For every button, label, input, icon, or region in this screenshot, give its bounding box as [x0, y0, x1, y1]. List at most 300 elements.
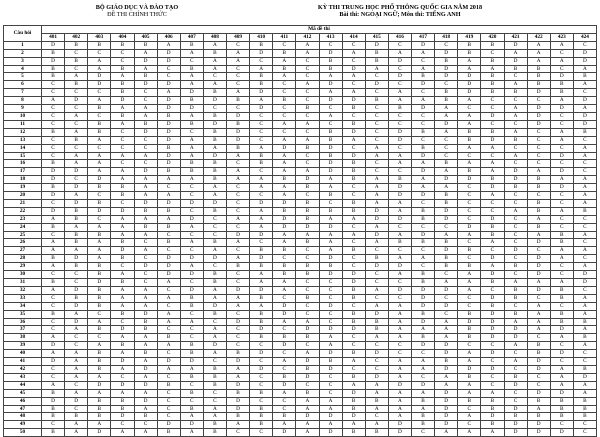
table-row [4, 279, 597, 287]
answer-cell: B [273, 373, 296, 381]
answer-cell: A [458, 112, 481, 120]
answer-cell: D [412, 381, 435, 389]
answer-cell: A [319, 89, 342, 97]
answer-cell: D [319, 255, 342, 263]
answer-cell: C [481, 358, 504, 366]
answer-cell: B [42, 413, 65, 421]
answer-cell: A [273, 389, 296, 397]
question-number: 37 [4, 326, 42, 334]
answer-cell: B [65, 81, 88, 89]
table-row [4, 286, 597, 294]
answer-cell: D [157, 421, 180, 429]
answer-cell: B [180, 65, 203, 73]
answer-cell: C [296, 310, 319, 318]
answer-cell: A [111, 334, 134, 342]
answer-cell: A [88, 152, 111, 160]
answer-cell: B [180, 41, 203, 49]
answer-cell: D [412, 105, 435, 113]
table-row [4, 223, 597, 231]
answer-cell: D [365, 81, 388, 89]
answer-cell: B [481, 57, 504, 65]
question-number: 1 [4, 41, 42, 49]
answer-cell: D [250, 89, 273, 97]
answer-cell: C [42, 144, 65, 152]
answer-cell: D [180, 215, 203, 223]
answer-cell: B [227, 263, 250, 271]
table-row [4, 373, 597, 381]
answer-cell: A [550, 334, 573, 342]
answer-cell: C [319, 41, 342, 49]
question-number: 42 [4, 365, 42, 373]
answer-cell: A [296, 421, 319, 429]
answer-cell: A [134, 231, 157, 239]
answer-cell: C [273, 350, 296, 358]
answer-cell: A [342, 231, 365, 239]
table-row [4, 199, 597, 207]
answer-cell: C [573, 421, 596, 429]
answer-cell: C [296, 381, 319, 389]
answer-cell: B [250, 413, 273, 421]
answer-cell: A [65, 112, 88, 120]
answer-cell: D [250, 286, 273, 294]
answer-cell: D [319, 49, 342, 57]
answer-cell: C [157, 373, 180, 381]
answer-cell: A [435, 429, 458, 437]
answer-cell: C [319, 120, 342, 128]
answer-cell: C [227, 81, 250, 89]
answer-cell: D [203, 342, 226, 350]
question-number: 30 [4, 271, 42, 279]
answer-cell: A [388, 326, 411, 334]
answer-cell: C [250, 342, 273, 350]
answer-cell: D [412, 168, 435, 176]
answer-cell: A [458, 389, 481, 397]
answer-cell: B [319, 57, 342, 65]
answer-cell: D [111, 358, 134, 366]
answer-cell: D [481, 112, 504, 120]
answer-cell: A [458, 381, 481, 389]
answer-cell: B [527, 176, 550, 184]
answer-cell: A [88, 342, 111, 350]
answer-cell: A [65, 223, 88, 231]
answer-key-table [3, 25, 597, 437]
answer-cell: A [319, 247, 342, 255]
answer-cell: D [504, 176, 527, 184]
answer-cell: B [458, 168, 481, 176]
answer-cell: A [319, 184, 342, 192]
answer-cell: C [388, 65, 411, 73]
answer-cell: D [573, 271, 596, 279]
table-row [4, 231, 597, 239]
answer-cell: A [227, 239, 250, 247]
answer-cell: A [111, 350, 134, 358]
answer-cell: A [227, 89, 250, 97]
answer-cell: A [365, 144, 388, 152]
answer-cell: D [157, 120, 180, 128]
table-row [4, 168, 597, 176]
answer-cell: B [550, 81, 573, 89]
question-number: 2 [4, 49, 42, 57]
answer-cell: A [111, 302, 134, 310]
answer-cell: B [458, 136, 481, 144]
answer-cell: A [65, 373, 88, 381]
answer-cell: C [388, 168, 411, 176]
code-cell: 404 [111, 33, 134, 41]
answer-cell: A [435, 168, 458, 176]
answer-cell: B [42, 223, 65, 231]
answer-cell: D [435, 176, 458, 184]
answer-cell: A [319, 73, 342, 81]
answer-cell: C [365, 136, 388, 144]
code-cell: 406 [157, 33, 180, 41]
answer-cell: C [504, 223, 527, 231]
answer-cell: A [319, 405, 342, 413]
answer-cell: C [458, 255, 481, 263]
answer-cell: D [65, 168, 88, 176]
answer-cell: A [550, 136, 573, 144]
answer-cell: A [180, 112, 203, 120]
answer-cell: C [250, 120, 273, 128]
question-number: 45 [4, 389, 42, 397]
code-cell: 414 [342, 33, 365, 41]
answer-cell: A [388, 271, 411, 279]
answer-cell: D [250, 199, 273, 207]
answer-cell: C [203, 105, 226, 113]
answer-cell: D [227, 381, 250, 389]
answer-cell: C [203, 223, 226, 231]
answer-cell: C [227, 199, 250, 207]
answer-cell: C [342, 81, 365, 89]
answer-cell: A [203, 294, 226, 302]
answer-cell: A [250, 144, 273, 152]
question-number: 41 [4, 358, 42, 366]
answer-cell: C [273, 41, 296, 49]
answer-cell: B [319, 136, 342, 144]
answer-cell: A [157, 342, 180, 350]
answer-cell: C [180, 247, 203, 255]
answer-cell: D [481, 350, 504, 358]
answer-cell: B [527, 397, 550, 405]
answer-cell: C [227, 279, 250, 287]
answer-cell: C [42, 120, 65, 128]
answer-cell: A [481, 160, 504, 168]
answer-cell: C [203, 73, 226, 81]
table-row [4, 413, 597, 421]
answer-cell: C [481, 152, 504, 160]
answer-cell: D [365, 231, 388, 239]
answer-cell: A [296, 318, 319, 326]
answer-cell: D [458, 81, 481, 89]
question-number: 39 [4, 342, 42, 350]
answer-cell: B [111, 41, 134, 49]
answer-cell: A [134, 247, 157, 255]
answer-cell: A [527, 302, 550, 310]
answer-cell: A [319, 334, 342, 342]
answer-cell: D [111, 413, 134, 421]
answer-cell: B [180, 302, 203, 310]
table-row [4, 421, 597, 429]
answer-cell: D [527, 271, 550, 279]
answer-cell: A [111, 73, 134, 81]
code-cell: 410 [250, 33, 273, 41]
answer-cell: A [111, 168, 134, 176]
answer-cell: B [527, 350, 550, 358]
code-cell: 424 [573, 33, 596, 41]
answer-cell: B [296, 144, 319, 152]
answer-cell: D [573, 279, 596, 287]
answer-cell: A [134, 405, 157, 413]
answer-cell: A [227, 49, 250, 57]
table-row [4, 350, 597, 358]
answer-cell: C [180, 397, 203, 405]
answer-cell: D [504, 57, 527, 65]
answer-cell: C [527, 136, 550, 144]
answer-cell: D [527, 239, 550, 247]
answer-cell: D [65, 397, 88, 405]
answer-cell: C [273, 112, 296, 120]
answer-cell: A [573, 326, 596, 334]
answer-cell: A [412, 65, 435, 73]
answer-cell: B [365, 397, 388, 405]
answer-cell: D [42, 207, 65, 215]
answer-cell: C [527, 160, 550, 168]
answer-cell: A [65, 389, 88, 397]
answer-cell: B [111, 184, 134, 192]
answer-cell: C [527, 192, 550, 200]
answer-cell: C [88, 192, 111, 200]
answer-cell: A [134, 184, 157, 192]
answer-cell: A [504, 112, 527, 120]
answer-cell: D [412, 286, 435, 294]
answer-cell: B [111, 239, 134, 247]
answer-cell: A [342, 49, 365, 57]
answer-cell: C [550, 302, 573, 310]
answer-cell: B [273, 176, 296, 184]
answer-cell: A [227, 294, 250, 302]
answer-cell: A [42, 247, 65, 255]
answer-cell: B [88, 41, 111, 49]
question-number: 26 [4, 239, 42, 247]
answer-cell: C [365, 120, 388, 128]
table-row [4, 342, 597, 350]
answer-cell: A [458, 160, 481, 168]
answer-cell: A [250, 207, 273, 215]
answer-cell: D [65, 184, 88, 192]
answer-cell: C [527, 334, 550, 342]
question-number: 33 [4, 294, 42, 302]
answer-cell: A [134, 373, 157, 381]
answer-cell: B [88, 365, 111, 373]
answer-cell: C [157, 65, 180, 73]
answer-cell: C [458, 184, 481, 192]
answer-cell: C [296, 160, 319, 168]
answer-cell: A [88, 97, 111, 105]
ministry-header [62, 4, 212, 18]
answer-cell: A [227, 255, 250, 263]
table-header-row [4, 26, 597, 34]
answer-cell: B [134, 350, 157, 358]
answer-cell: C [180, 184, 203, 192]
answer-cell: C [88, 144, 111, 152]
answer-cell: D [435, 215, 458, 223]
answer-cell: B [88, 326, 111, 334]
answer-cell: B [88, 105, 111, 113]
answer-cell: C [273, 294, 296, 302]
answer-cell: D [481, 271, 504, 279]
answer-cell: A [157, 89, 180, 97]
answer-cell: C [458, 199, 481, 207]
answer-cell: B [180, 294, 203, 302]
answer-cell: A [180, 81, 203, 89]
answer-cell: D [481, 184, 504, 192]
answer-cell: B [319, 207, 342, 215]
answer-cell: C [550, 421, 573, 429]
answer-cell: B [88, 184, 111, 192]
answer-cell: B [342, 105, 365, 113]
answer-cell: A [250, 184, 273, 192]
answer-cell: C [365, 279, 388, 287]
answer-cell: A [573, 81, 596, 89]
question-number: 15 [4, 152, 42, 160]
answer-cell: D [227, 112, 250, 120]
answer-cell: C [504, 192, 527, 200]
answer-cell: A [134, 334, 157, 342]
answer-cell: D [550, 73, 573, 81]
answer-cell: C [481, 247, 504, 255]
answer-cell: B [111, 89, 134, 97]
table-row [4, 152, 597, 160]
answer-cell: D [527, 365, 550, 373]
answer-cell: B [412, 421, 435, 429]
answer-cell: B [203, 365, 226, 373]
answer-cell: C [250, 397, 273, 405]
answer-cell: A [388, 318, 411, 326]
answer-cell: A [573, 184, 596, 192]
answer-cell: D [203, 255, 226, 263]
answer-cell: B [527, 223, 550, 231]
question-number: 29 [4, 263, 42, 271]
code-cell: 423 [550, 33, 573, 41]
answer-cell: C [203, 318, 226, 326]
answer-cell: C [550, 342, 573, 350]
answer-cell: D [435, 207, 458, 215]
answer-cell: C [365, 358, 388, 366]
answer-cell: C [527, 294, 550, 302]
code-cell: 419 [458, 33, 481, 41]
answer-cell: B [42, 405, 65, 413]
answer-cell: B [65, 294, 88, 302]
answer-cell: D [527, 358, 550, 366]
answer-cell: A [550, 373, 573, 381]
answer-cell: D [573, 57, 596, 65]
code-cell: 409 [227, 33, 250, 41]
answer-cell: C [573, 41, 596, 49]
answer-cell: C [365, 128, 388, 136]
answer-cell: B [342, 350, 365, 358]
answer-cell: C [435, 294, 458, 302]
question-number: 24 [4, 223, 42, 231]
answer-cell: C [435, 223, 458, 231]
answer-cell: C [227, 429, 250, 437]
answer-cell: D [42, 358, 65, 366]
answer-cell: A [435, 184, 458, 192]
answer-cell: B [203, 168, 226, 176]
answer-cell: A [250, 279, 273, 287]
answer-cell: C [273, 397, 296, 405]
answer-cell: B [88, 271, 111, 279]
answer-cell: C [504, 120, 527, 128]
answer-cell: C [157, 397, 180, 405]
answer-cell: D [504, 41, 527, 49]
answer-cell: A [203, 413, 226, 421]
answer-cell: A [365, 334, 388, 342]
answer-cell: D [250, 255, 273, 263]
answer-cell: D [250, 350, 273, 358]
answer-cell: A [573, 192, 596, 200]
answer-cell: C [111, 263, 134, 271]
answer-cell: C [504, 231, 527, 239]
answer-cell: C [65, 65, 88, 73]
answer-cell: D [227, 397, 250, 405]
answer-cell: C [550, 192, 573, 200]
answer-cell: B [111, 192, 134, 200]
answer-cell: D [203, 120, 226, 128]
answer-cell: A [573, 152, 596, 160]
answer-cell: C [111, 49, 134, 57]
answer-cell: C [412, 350, 435, 358]
answer-cell: D [134, 199, 157, 207]
answer-cell: C [134, 421, 157, 429]
answer-cell: A [388, 389, 411, 397]
answer-cell: C [111, 318, 134, 326]
answer-cell: B [42, 429, 65, 437]
answer-cell: C [504, 302, 527, 310]
answer-cell: B [42, 255, 65, 263]
answer-cell: C [111, 128, 134, 136]
answer-cell: C [504, 350, 527, 358]
answer-cell: A [273, 57, 296, 65]
answer-cell: B [250, 247, 273, 255]
ministry-name: BỘ GIÁO DỤC VÀ ĐÀO TẠO [95, 4, 179, 11]
answer-cell: B [481, 89, 504, 97]
answer-cell: C [227, 326, 250, 334]
answer-cell: B [134, 41, 157, 49]
answer-cell: A [412, 176, 435, 184]
answer-cell: A [365, 421, 388, 429]
answer-cell: B [527, 207, 550, 215]
question-number: 48 [4, 413, 42, 421]
answer-cell: D [180, 271, 203, 279]
answer-cell: B [203, 49, 226, 57]
answer-cell: B [296, 365, 319, 373]
answer-cell: A [527, 279, 550, 287]
answer-cell: A [88, 57, 111, 65]
question-number: 21 [4, 199, 42, 207]
answer-cell: D [111, 326, 134, 334]
answer-cell: C [157, 302, 180, 310]
answer-cell: D [111, 247, 134, 255]
answer-cell: A [273, 239, 296, 247]
answer-cell: C [180, 128, 203, 136]
answer-cell: A [65, 160, 88, 168]
question-number: 9 [4, 105, 42, 113]
answer-cell: D [527, 286, 550, 294]
answer-cell: C [250, 429, 273, 437]
answer-cell: C [458, 105, 481, 113]
answer-cell: B [134, 223, 157, 231]
answer-cell: A [296, 350, 319, 358]
answer-cell: B [42, 73, 65, 81]
